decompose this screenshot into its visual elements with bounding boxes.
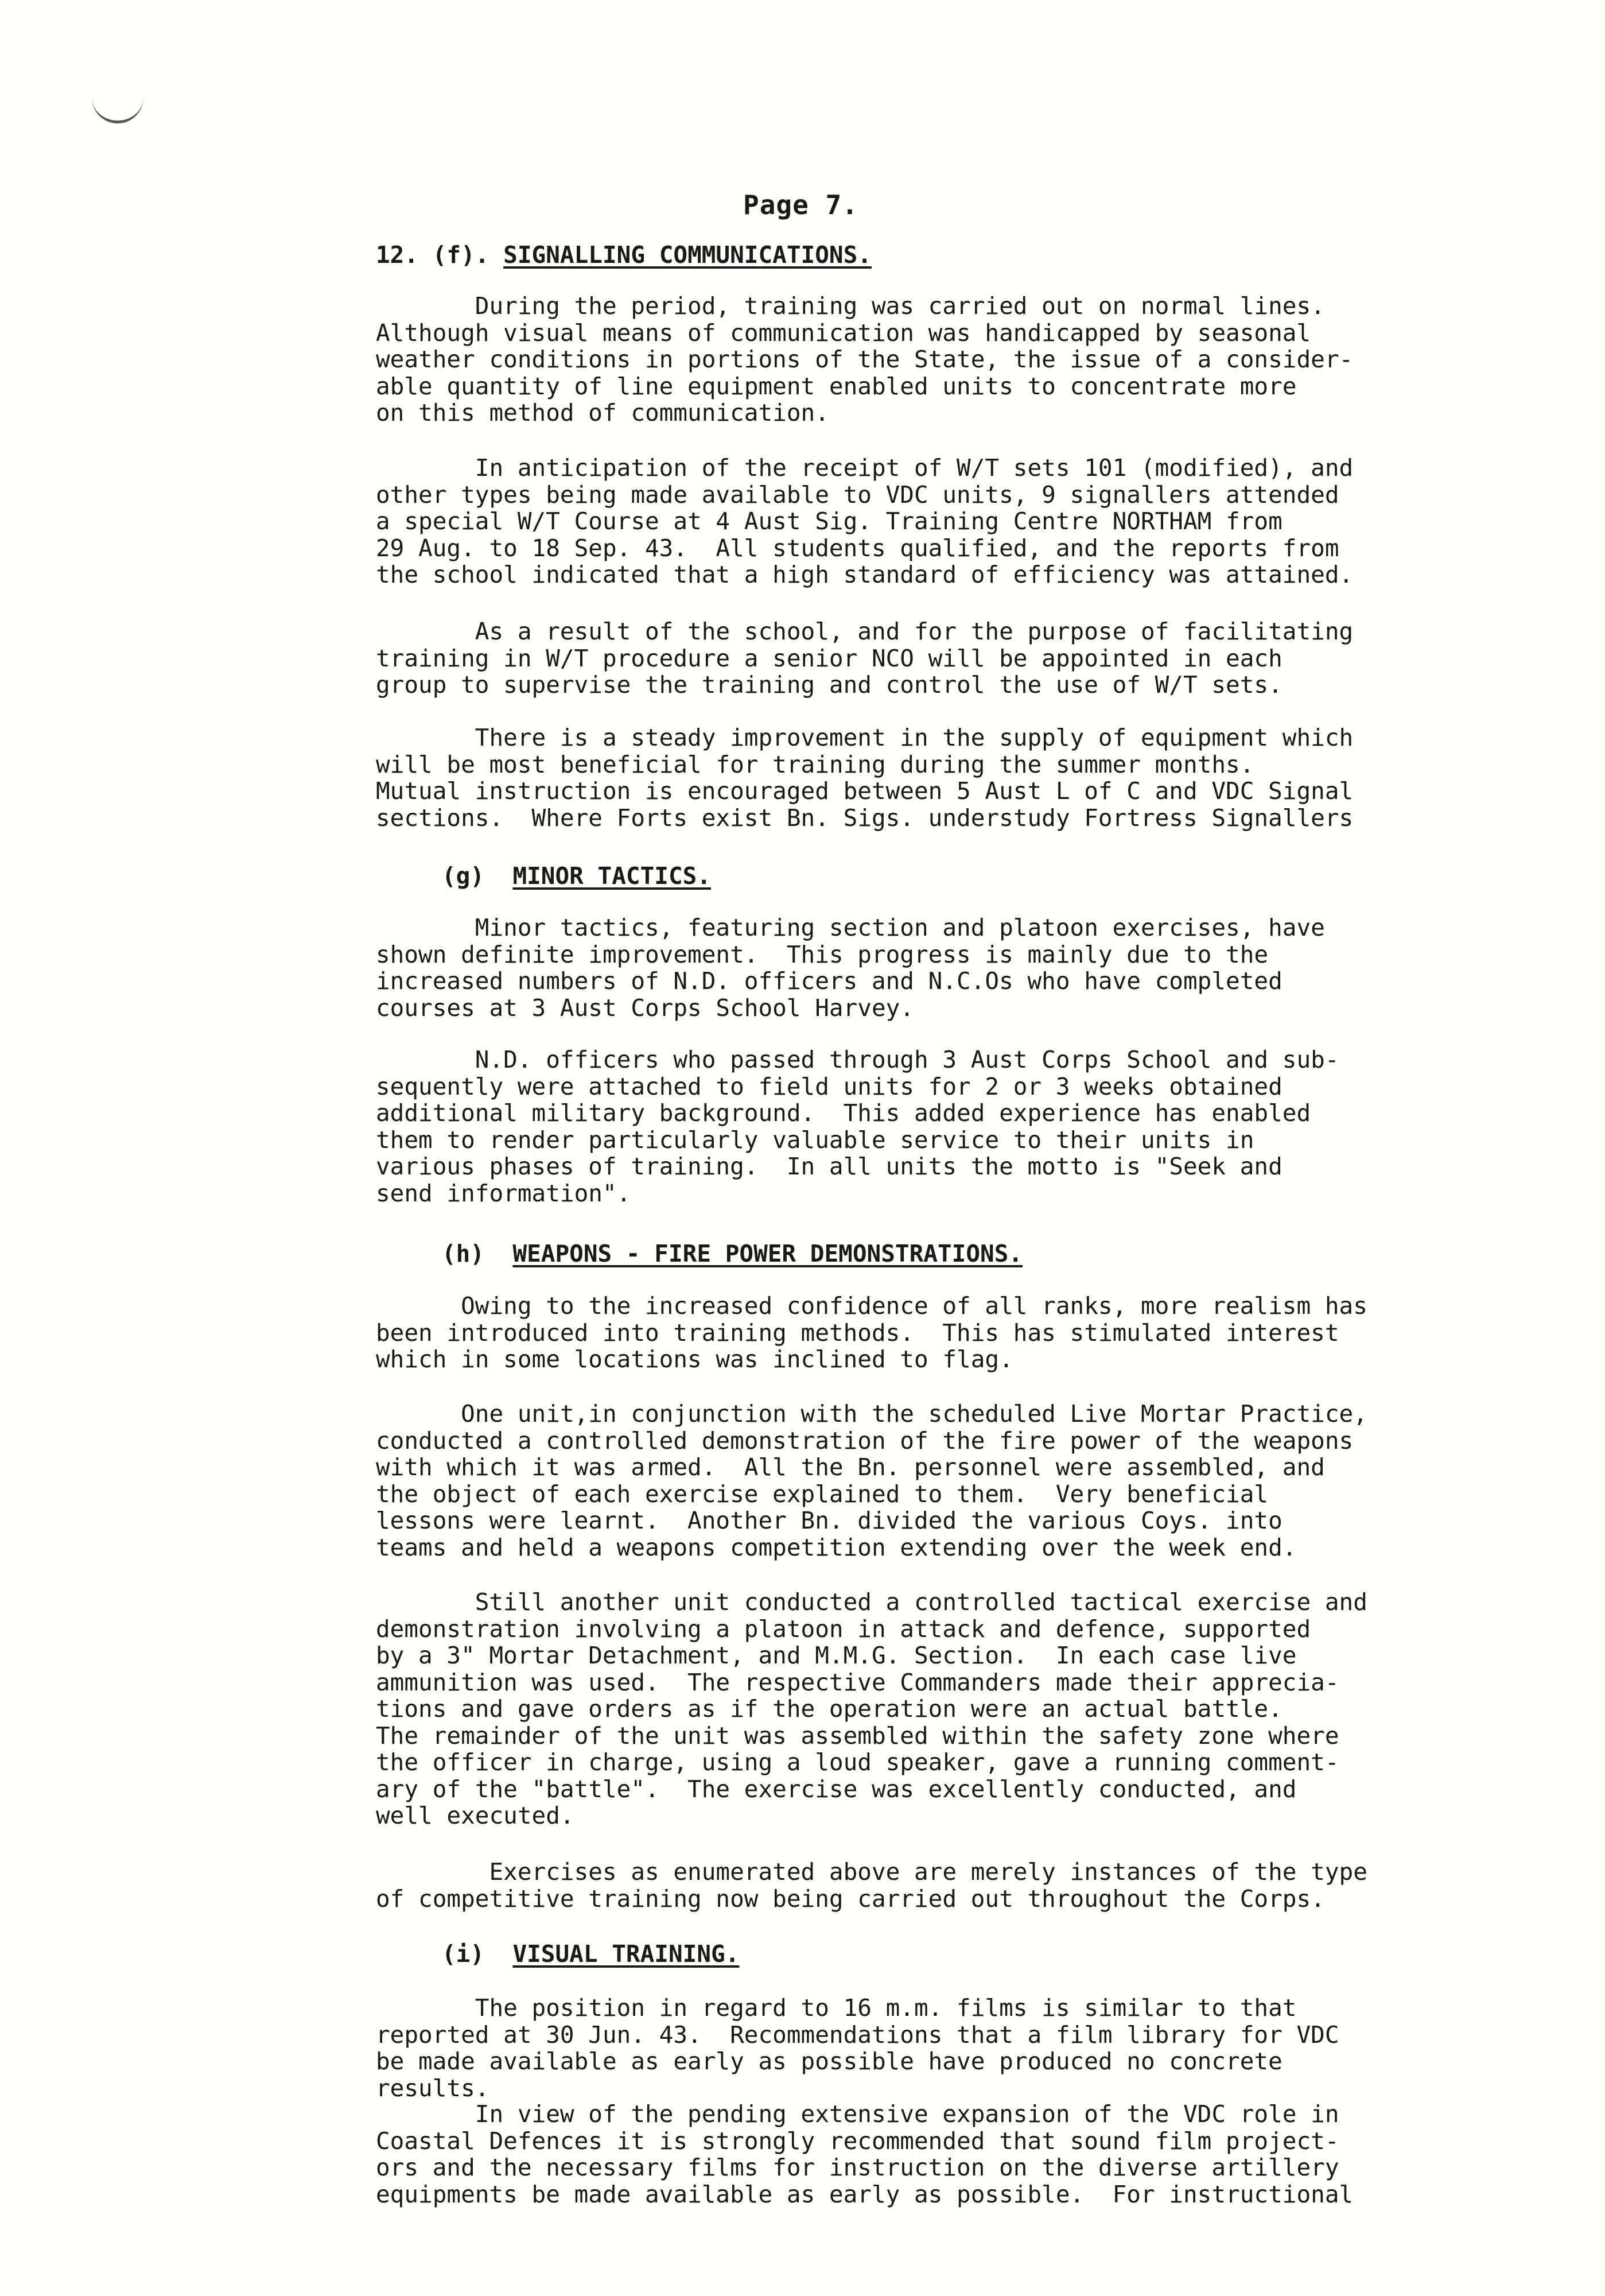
paragraph-g1: Minor tactics, featuring section and platoon exercises, have shown definite improvement. This progress is mainly due to the increased numbers of N.D. officers and N.C.Os who have completed courses at 3 Aust Corps School Harvey. xyxy=(376,914,1325,1022)
section-number: 12. (f). xyxy=(376,241,489,269)
paragraph-h1: Owing to the increased confidence of all ranks, more realism has been introduced into training methods. This has stimulated interest which in some locations was inclined to flag. xyxy=(376,1292,1367,1373)
paragraph-f3: As a result of the school, and for the purpose of facilitating training in W/T procedure a senior NCO will be appointed in each group to supervise the training and control the use of W/T sets. xyxy=(376,618,1354,699)
section-title: WEAPONS - FIRE POWER DEMONSTRATIONS. xyxy=(512,1240,1023,1267)
section-heading-f xyxy=(376,241,872,269)
paragraph-i1: The position in regard to 16 m.m. films is similar to that reported at 30 Jun. 43. Recommendations that a film library for VDC be made available as early as possible have produced no concrete results. xyxy=(376,1994,1339,2102)
paragraph-h3: Still another unit conducted a controlled tactical exercise and demonstration involving a platoon in attack and defence, supported by a 3" Mortar Detachment, and M.M.G. Section. In each case live ammunition was used. The respective Commanders made their apprecia- tions and gave orders as if the operation were an actual battle. The remainder of the unit was assembled within the safety zone where the officer in charge, using a loud speaker, gave a running comment- ary of the "battle". The exercise was excellently conducted, and well executed. xyxy=(376,1588,1367,1829)
section-number: (g) xyxy=(442,862,485,890)
paragraph-i2: In view of the pending extensive expansion of the VDC role in Coastal Defences it is strongly recommended that sound film project- ors and the necessary films for instruction on the diverse artillery equipments be made available as early as possible. For instructional xyxy=(376,2100,1354,2208)
paragraph-f2: In anticipation of the receipt of W/T sets 101 (modified), and other types being made available to VDC units, 9 signallers attended a special W/T Course at 4 Aust Sig. Training Centre NORTHAM from 29 Aug. to 18 Sep. 43. All students qualified, and the reports from the school indicated that a high standard of efficiency was attained. xyxy=(376,454,1354,588)
section-heading-i xyxy=(442,1940,739,1968)
section-title: MINOR TACTICS. xyxy=(512,862,712,890)
paragraph-h4: Exercises as enumerated above are merely instances of the type of competitive training now being carried out throughout the Corps. xyxy=(376,1858,1367,1913)
section-number: (i) xyxy=(442,1940,485,1968)
section-heading-g xyxy=(442,862,711,890)
paragraph-f1: During the period, training was carried out on normal lines. Although visual means of communication was handicapped by seasonal weather conditions in portions of the State, the issue of a consider- able quantity of line equipment enabled units to concentrate more on this method of communication. xyxy=(376,292,1354,426)
paragraph-h2: One unit,in conjunction with the scheduled Live Mortar Practice, conducted a controlled demonstration of the fire power of the weapons with which it was armed. All the Bn. personnel were assembled, and the object of each exercise explained to them. Very beneficial lessons were learnt. Another Bn. divided the various Coys. into teams and held a weapons competition extending over the week end. xyxy=(376,1400,1367,1561)
section-number: (h) xyxy=(442,1240,485,1267)
corner-mark xyxy=(92,86,143,123)
section-title: SIGNALLING COMMUNICATIONS. xyxy=(503,241,872,269)
paragraph-g2: N.D. officers who passed through 3 Aust Corps School and sub- sequently were attached to field units for 2 or 3 weeks obtained additional military background. This added experience has enabled them to render particularly valuable service to their units in various phases of training. In all units the motto is "Seek and send information". xyxy=(376,1046,1339,1207)
section-title: VISUAL TRAINING. xyxy=(512,1940,740,1968)
paragraph-f4: There is a steady improvement in the supply of equipment which will be most beneficial for training during the summer months. Mutual instruction is encouraged between 5 Aust L of C and VDC Signal sections. Where Forts exist Bn. Sigs. understudy Fortress Signallers xyxy=(376,724,1354,832)
section-heading-h xyxy=(442,1240,1023,1267)
page-number: Page 7. xyxy=(743,189,858,220)
